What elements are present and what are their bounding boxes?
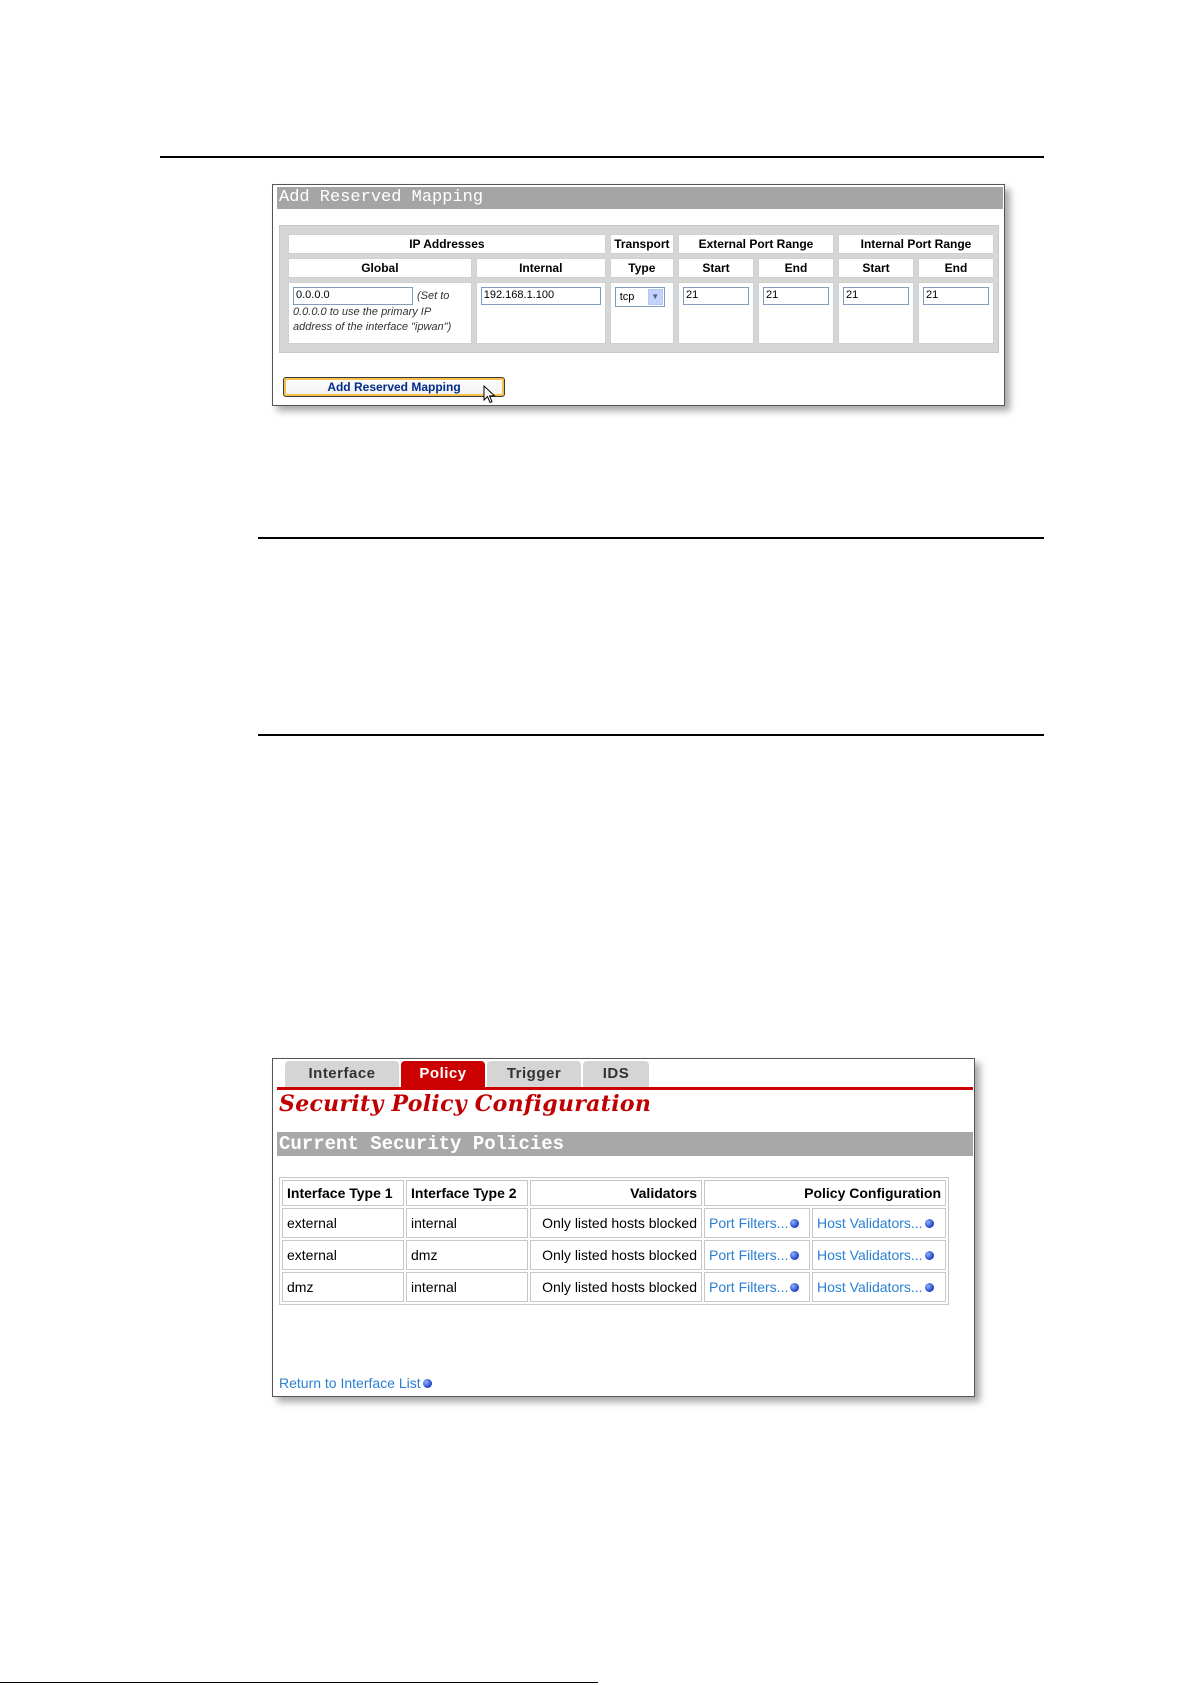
internal-start-input[interactable]: 21 bbox=[843, 287, 909, 305]
return-link-label[interactable]: Return to Interface List bbox=[279, 1375, 421, 1391]
tab-trigger[interactable]: Trigger bbox=[487, 1061, 581, 1087]
interface-type-1-cell: dmz bbox=[282, 1272, 404, 1302]
arrow-circle-icon[interactable] bbox=[925, 1251, 934, 1260]
external-start-cell bbox=[678, 282, 754, 344]
global-header: Global bbox=[288, 258, 472, 278]
global-note-line-1: (Set to bbox=[417, 289, 450, 302]
reserved-mapping-title: Add Reserved Mapping bbox=[277, 187, 1003, 209]
transport-cell bbox=[610, 282, 674, 344]
table-row bbox=[282, 1272, 946, 1302]
host-validators-label[interactable]: Host Validators... bbox=[817, 1215, 923, 1231]
global-cell bbox=[288, 282, 472, 344]
type-header: Type bbox=[610, 258, 674, 278]
internal-header: Internal bbox=[476, 258, 606, 278]
arrow-circle-icon[interactable] bbox=[925, 1283, 934, 1292]
section-title: Current Security Policies bbox=[277, 1132, 973, 1156]
chevron-down-icon[interactable]: ▼ bbox=[648, 289, 663, 305]
separator-rule-bottom bbox=[0, 1682, 598, 1683]
host-validators-link[interactable] bbox=[812, 1272, 946, 1302]
external-end-input[interactable]: 21 bbox=[763, 287, 829, 305]
security-policies-table bbox=[279, 1177, 949, 1305]
arrow-circle-icon[interactable] bbox=[790, 1283, 799, 1292]
external-end-header: End bbox=[758, 258, 834, 278]
internal-start-header: Start bbox=[838, 258, 914, 278]
validators-cell: Only listed hosts blocked bbox=[530, 1272, 702, 1302]
external-start-input[interactable]: 21 bbox=[683, 287, 749, 305]
host-validators-link[interactable] bbox=[812, 1208, 946, 1238]
internal-port-range-header: Internal Port Range bbox=[838, 234, 994, 254]
interface-type-1-cell: external bbox=[282, 1208, 404, 1238]
host-validators-label[interactable]: Host Validators... bbox=[817, 1247, 923, 1263]
add-reserved-mapping-button[interactable]: Add Reserved Mapping bbox=[283, 377, 505, 397]
interface-type-2-cell: dmz bbox=[406, 1240, 528, 1270]
validators-cell: Only listed hosts blocked bbox=[530, 1208, 702, 1238]
internal-ip-input[interactable]: 192.168.1.100 bbox=[481, 287, 601, 305]
internal-end-input[interactable]: 21 bbox=[923, 287, 989, 305]
external-port-range-header: External Port Range bbox=[678, 234, 834, 254]
interface-type-1-cell: external bbox=[282, 1240, 404, 1270]
transport-header: Transport bbox=[610, 234, 674, 254]
column-interface-type-1: Interface Type 1 bbox=[282, 1180, 404, 1206]
internal-start-cell bbox=[838, 282, 914, 344]
separator-rule-top bbox=[160, 156, 1044, 158]
security-policy-panel bbox=[272, 1058, 975, 1397]
tab-interface[interactable]: Interface bbox=[285, 1061, 399, 1087]
port-filters-label[interactable]: Port Filters... bbox=[709, 1247, 789, 1263]
arrow-circle-icon[interactable] bbox=[423, 1379, 432, 1388]
global-ip-input[interactable]: 0.0.0.0 bbox=[293, 287, 413, 305]
table-row bbox=[282, 1208, 946, 1238]
internal-end-cell bbox=[918, 282, 994, 344]
page-title: Security Policy Configuration bbox=[279, 1091, 652, 1117]
column-policy-configuration: Policy Configuration bbox=[704, 1180, 946, 1206]
internal-cell bbox=[476, 282, 606, 344]
port-filters-label[interactable]: Port Filters... bbox=[709, 1215, 789, 1231]
separator-rule-middle-1 bbox=[258, 537, 1044, 539]
table-row bbox=[282, 1240, 946, 1270]
port-filters-label[interactable]: Port Filters... bbox=[709, 1279, 789, 1295]
reserved-mapping-form bbox=[279, 225, 999, 353]
external-end-cell bbox=[758, 282, 834, 344]
reserved-mapping-panel bbox=[272, 184, 1005, 406]
tab-policy[interactable]: Policy bbox=[401, 1061, 485, 1087]
arrow-circle-icon[interactable] bbox=[790, 1251, 799, 1260]
validators-cell: Only listed hosts blocked bbox=[530, 1240, 702, 1270]
reserved-mapping-table bbox=[284, 230, 998, 348]
ip-addresses-header: IP Addresses bbox=[288, 234, 606, 254]
host-validators-link[interactable] bbox=[812, 1240, 946, 1270]
global-note-line-2: 0.0.0.0 to use the primary IP bbox=[293, 306, 432, 318]
arrow-circle-icon[interactable] bbox=[925, 1219, 934, 1228]
port-filters-link[interactable] bbox=[704, 1240, 810, 1270]
interface-type-2-cell: internal bbox=[406, 1272, 528, 1302]
tab-underline bbox=[277, 1087, 973, 1090]
interface-type-2-cell: internal bbox=[406, 1208, 528, 1238]
column-validators: Validators bbox=[530, 1180, 702, 1206]
mouse-cursor-icon bbox=[483, 385, 497, 405]
tab-ids[interactable]: IDS bbox=[583, 1061, 649, 1087]
transport-type-value: tcp bbox=[619, 291, 635, 303]
external-start-header: Start bbox=[678, 258, 754, 278]
port-filters-link[interactable] bbox=[704, 1208, 810, 1238]
arrow-circle-icon[interactable] bbox=[790, 1219, 799, 1228]
column-interface-type-2: Interface Type 2 bbox=[406, 1180, 528, 1206]
return-to-interface-list-link[interactable] bbox=[279, 1375, 432, 1391]
port-filters-link[interactable] bbox=[704, 1272, 810, 1302]
internal-end-header: End bbox=[918, 258, 994, 278]
transport-type-select[interactable] bbox=[615, 287, 665, 307]
global-note-line-3: address of the interface "ipwan") bbox=[293, 321, 452, 333]
host-validators-label[interactable]: Host Validators... bbox=[817, 1279, 923, 1295]
separator-rule-middle-2 bbox=[258, 734, 1044, 736]
